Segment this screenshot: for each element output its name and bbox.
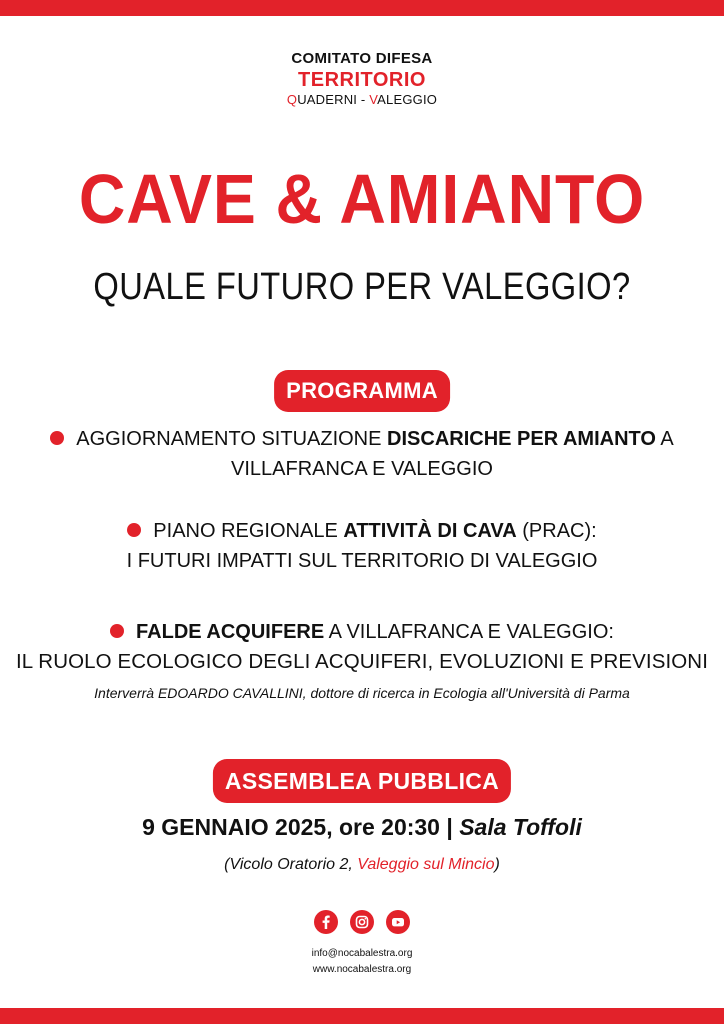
event-subtitle: QUALE FUTURO PER VALEGGIO? bbox=[93, 266, 631, 308]
org-line-3-mid: UADERNI - bbox=[297, 92, 370, 107]
program-item-2-pre: PIANO REGIONALE bbox=[153, 520, 344, 542]
program-item-3 bbox=[0, 617, 724, 677]
event-venue: Sala Toffoli bbox=[459, 814, 582, 840]
org-initial-v: V bbox=[369, 92, 378, 107]
bullet-dot-icon bbox=[50, 431, 64, 445]
program-item-3-line-1 bbox=[0, 617, 724, 647]
program-item-2 bbox=[0, 516, 724, 576]
contacts bbox=[0, 946, 724, 978]
org-line-3-end: ALEGGIO bbox=[377, 92, 438, 107]
email-link[interactable]: info@nocabalestra.org bbox=[311, 948, 413, 959]
program-item-1-line-1 bbox=[0, 424, 724, 454]
website-link[interactable]: www.nocabalestra.org bbox=[312, 964, 412, 975]
program-item-2-line-2: I FUTURI IMPATTI SUL TERRITORIO DI VALEGGIO bbox=[126, 550, 598, 572]
address-street: (Vicolo Oratorio 2, bbox=[224, 856, 358, 873]
facebook-icon[interactable] bbox=[314, 910, 338, 934]
program-item-1-pre: AGGIORNAMENTO SITUAZIONE bbox=[76, 428, 388, 450]
instagram-icon[interactable] bbox=[350, 910, 374, 934]
bullet-dot-icon bbox=[110, 624, 124, 638]
program-item-1 bbox=[0, 424, 724, 484]
program-item-2-post: (PRAC): bbox=[516, 520, 597, 542]
program-item-1-bold: DISCARICHE PER AMIANTO bbox=[387, 428, 656, 450]
event-title: CAVE & AMIANTO bbox=[78, 160, 646, 238]
event-address bbox=[0, 856, 724, 874]
assembly-badge: ASSEMBLEA PUBBLICA bbox=[213, 759, 511, 803]
event-date-venue bbox=[0, 814, 724, 841]
org-line-1: COMITATO DIFESA bbox=[291, 50, 433, 67]
org-line-2: TERRITORIO bbox=[298, 69, 426, 91]
bullet-dot-icon bbox=[127, 523, 141, 537]
program-item-2-bold: ATTIVITÀ DI CAVA bbox=[343, 520, 517, 542]
event-date: 9 GENNAIO 2025, ore 20:30 | bbox=[142, 814, 460, 840]
org-line-3 bbox=[0, 92, 724, 108]
speaker-note: Interverrà EDOARDO CAVALLINI, dottore di ricerca in Ecologia all'Università di Parma bbox=[94, 685, 630, 701]
address-close: ) bbox=[494, 856, 500, 873]
program-item-1-post: A bbox=[655, 428, 674, 450]
program-item-3-bold: FALDE ACQUIFERE bbox=[136, 621, 325, 643]
program-item-2-line-1 bbox=[0, 516, 724, 546]
social-links bbox=[0, 910, 724, 934]
address-town: Valeggio sul Mincio bbox=[357, 856, 495, 873]
organization-logo bbox=[0, 50, 724, 108]
top-red-bar bbox=[0, 0, 724, 16]
org-initial-q: Q bbox=[286, 92, 298, 107]
program-item-3-post: A VILLAFRANCA E VALEGGIO: bbox=[324, 621, 614, 643]
program-item-1-line-2: VILLAFRANCA E VALEGGIO bbox=[231, 458, 493, 480]
youtube-icon[interactable] bbox=[386, 910, 410, 934]
programma-badge: PROGRAMMA bbox=[274, 370, 450, 412]
program-item-3-line-2: IL RUOLO ECOLOGICO DEGLI ACQUIFERI, EVOLUZIONI E PREVISIONI bbox=[15, 650, 709, 673]
bottom-red-bar bbox=[0, 1008, 724, 1024]
